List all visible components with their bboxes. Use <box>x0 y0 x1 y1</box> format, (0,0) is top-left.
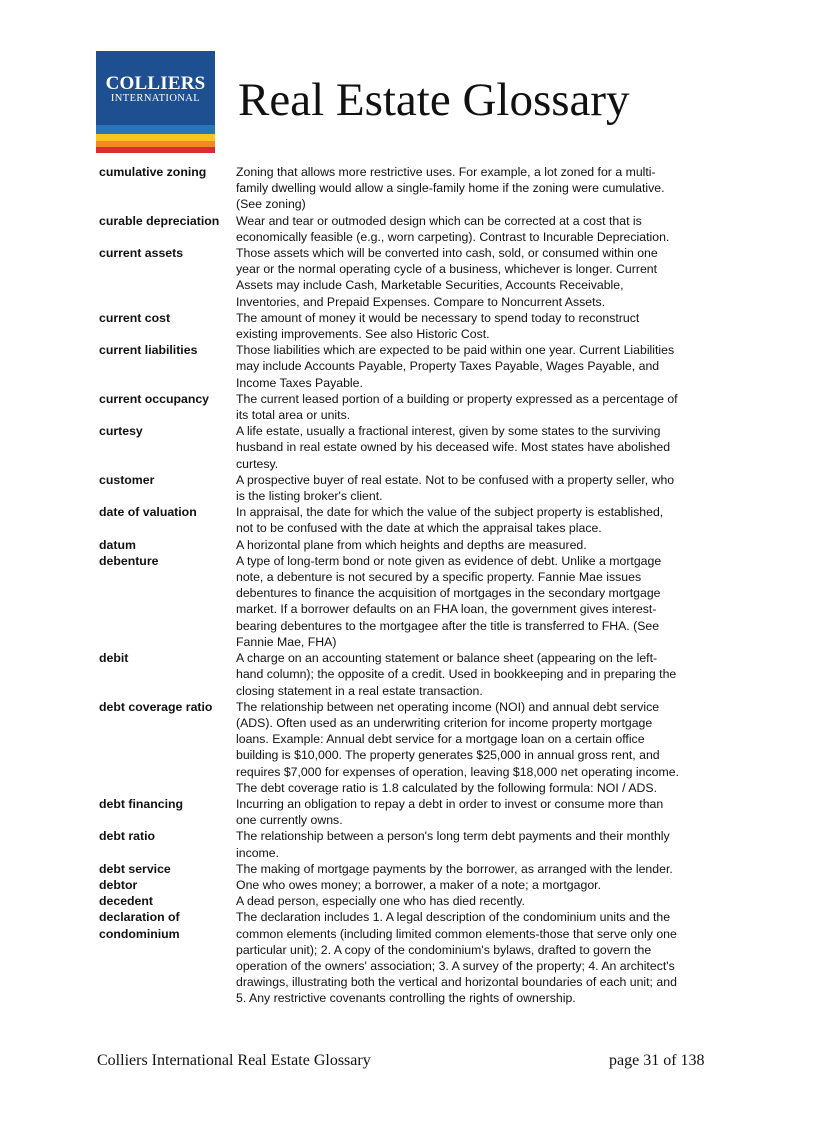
glossary-definition <box>236 877 719 893</box>
glossary-entry <box>99 213 719 245</box>
glossary-entry <box>99 164 719 213</box>
glossary-term: current cost <box>99 310 171 325</box>
glossary-definition <box>236 828 719 860</box>
glossary-entry <box>99 472 719 504</box>
glossary-term: declaration of condominium <box>99 910 180 941</box>
glossary-definition <box>236 504 719 536</box>
definition-line: (See zoning) <box>236 197 306 212</box>
definition-line: (ADS). Often used as an underwriting criterion for income property mortgage <box>236 715 653 730</box>
definition-line: may include Accounts Payable, Property Taxes Payable, Wages Payable, and <box>236 359 660 374</box>
glossary-term: cumulative zoning <box>99 165 207 179</box>
glossary-definition <box>236 423 719 472</box>
glossary-term: debtor <box>99 877 138 892</box>
definition-line: The relationship between a person's long term debt payments and their monthly <box>236 829 670 844</box>
glossary-definition <box>236 213 719 245</box>
definition-line: Zoning that allows more restrictive uses. For example, a lot zoned for a multi- <box>236 165 656 179</box>
glossary-term: decedent <box>99 894 153 909</box>
definition-line: Incurring an obligation to repay a debt in order to invest or consume more than <box>236 796 664 811</box>
glossary-term: current assets <box>99 246 184 261</box>
definition-line: The amount of money it would be necessary to spend today to reconstruct <box>236 310 640 325</box>
glossary-entry <box>99 537 719 553</box>
definition-line: year or the normal operating cycle of a business, whichever is longer. Current <box>236 262 658 277</box>
definition-line: A horizontal plane from which heights and depths are measured. <box>236 537 587 552</box>
definition-line: note, a debenture is not secured by a specific property. Fannie Mae issues <box>236 570 642 585</box>
glossary-term: debt ratio <box>99 829 156 844</box>
definition-line: bearing debentures to the mortgagee after the title is transferred to FHA. (See <box>236 618 660 633</box>
definition-line: A type of long-term bond or note given as evidence of debt. Unlike a mortgage <box>236 553 662 568</box>
glossary-term: debenture <box>99 553 159 568</box>
definition-line: A life estate, usually a fractional interest, given by some states to the surviving <box>236 424 661 439</box>
definition-line: family dwelling would allow a single-family home if the zoning were cumulative. <box>236 181 665 196</box>
glossary-definition <box>236 342 719 391</box>
glossary-entry <box>99 877 719 893</box>
definition-line: The current leased portion of a building or property expressed as a percentage of <box>236 391 678 406</box>
definition-line: husband in real estate owned by his deceased wife. Most states have abolished <box>236 440 671 455</box>
footer-document-title: Colliers International Real Estate Glossary <box>97 1052 371 1069</box>
definition-line: 5. Any restrictive covenants controlling the rights of ownership. <box>236 991 576 1006</box>
definition-line: In appraisal, the date for which the value of the subject property is established, <box>236 505 664 520</box>
glossary-definition <box>236 909 719 1006</box>
glossary-term: current liabilities <box>99 343 198 358</box>
glossary-entry <box>99 861 719 877</box>
glossary-definition <box>236 796 719 828</box>
logo-stripe-yellow <box>96 134 215 141</box>
glossary-entry <box>99 245 719 310</box>
definition-line: A prospective buyer of real estate. Not to be confused with a property seller, who <box>236 472 675 487</box>
definition-line: A charge on an accounting statement or balance sheet (appearing on the left- <box>236 651 658 666</box>
definition-line: The making of mortgage payments by the borrower, as arranged with the lender. <box>236 861 673 876</box>
glossary-entry <box>99 828 719 860</box>
glossary-definition <box>236 472 719 504</box>
glossary-entry <box>99 504 719 536</box>
definition-line: one currently owns. <box>236 813 343 828</box>
logo-line-1: COLLIERS <box>105 73 206 94</box>
glossary-term: curtesy <box>99 424 143 439</box>
glossary-entry <box>99 796 719 828</box>
definition-line: income. <box>236 845 280 860</box>
glossary-definition <box>236 650 719 699</box>
glossary-term: debt service <box>99 861 171 876</box>
glossary-definition <box>236 537 719 553</box>
definition-line: building is $10,000. The property generates $25,000 in annual gross rent, and <box>236 748 660 763</box>
glossary-term: curable depreciation <box>99 213 220 228</box>
glossary-definition <box>236 310 719 342</box>
glossary-entry <box>99 391 719 423</box>
glossary-entry <box>99 342 719 391</box>
glossary-entry <box>99 699 719 796</box>
glossary-term: customer <box>99 472 155 487</box>
definition-line: curtesy. <box>236 456 279 471</box>
definition-line: Those liabilities which are expected to be paid within one year. Current Liabilities <box>236 343 675 358</box>
definition-line: loans. Example: Annual debt service for a mortgage loan on a certain office <box>236 732 645 747</box>
definition-line: closing statement in a real estate transaction. <box>236 683 483 698</box>
glossary-entry <box>99 423 719 472</box>
glossary-term: debt financing <box>99 796 184 811</box>
definition-line: Fannie Mae, FHA) <box>236 634 337 649</box>
glossary-definition <box>236 391 719 423</box>
glossary-definition <box>236 553 719 650</box>
glossary-definition <box>236 164 719 213</box>
glossary-definition <box>236 699 719 796</box>
definition-line: existing improvements. See also Historic Cost. <box>236 327 490 342</box>
glossary-term: datum <box>99 537 136 552</box>
glossary-definition <box>236 245 719 310</box>
definition-line: A dead person, especially one who has died recently. <box>236 894 525 909</box>
definition-line: Income Taxes Payable. <box>236 375 363 390</box>
logo-stripe-red <box>96 147 215 153</box>
colliers-logo <box>96 51 215 153</box>
footer-page-number: page 31 of 138 <box>609 1052 705 1069</box>
definition-line: debentures to finance the acquisition of mortgages in the secondary mortgage <box>236 586 661 601</box>
definition-line: drawings, illustrating both the vertical and horizontal boundaries of each unit; and <box>236 975 677 990</box>
definition-line: Inventories, and Prepaid Expenses. Compare to Noncurrent Assets. <box>236 294 606 309</box>
page-title: Real Estate Glossary <box>238 74 630 126</box>
logo-line-2: INTERNATIONAL <box>110 93 201 104</box>
definition-line: market. If a borrower defaults on an FHA loan, the government gives interest- <box>236 602 657 617</box>
glossary-list <box>99 164 719 1007</box>
glossary-term: current occupancy <box>99 391 210 406</box>
definition-line: The declaration includes 1. A legal description of the condominium units and the <box>236 910 671 925</box>
definition-line: is the listing broker's client. <box>236 489 383 504</box>
glossary-term: debt coverage ratio <box>99 699 213 714</box>
glossary-entry <box>99 893 719 909</box>
logo-stripe-lightblue <box>96 125 215 134</box>
definition-line: The debt coverage ratio is 1.8 calculated by the following formula: NOI / ADS. <box>236 780 658 795</box>
glossary-entry <box>99 553 719 650</box>
definition-line: economically feasible (e.g., worn carpeting). Contrast to Incurable Depreciation. <box>236 229 670 244</box>
definition-line: Assets may include Cash, Marketable Securities, Accounts Receivable, <box>236 278 624 293</box>
definition-line: its total area or units. <box>236 408 351 423</box>
glossary-entry <box>99 650 719 699</box>
definition-line: operation of the owners' association; 3. A survey of the property; 4. An architect's <box>236 958 675 973</box>
definition-line: Wear and tear or outmoded design which can be corrected at a cost that is <box>236 213 642 228</box>
definition-line: The relationship between net operating income (NOI) and annual debt service <box>236 699 660 714</box>
definition-line: hand column); the opposite of a credit. Used in bookkeeping and in preparing the <box>236 667 677 682</box>
glossary-term: date of valuation <box>99 505 197 520</box>
glossary-definition <box>236 861 719 877</box>
definition-line: requires $7,000 for expenses of operation, leaving $18,000 net operating income. <box>236 764 679 779</box>
glossary-entry <box>99 909 719 1006</box>
glossary-definition <box>236 893 719 909</box>
glossary-term: debit <box>99 651 129 666</box>
definition-line: particular unit); 2. A copy of the condominium's bylaws, drafted to govern the <box>236 942 652 957</box>
glossary-entry <box>99 310 719 342</box>
definition-line: Those assets which will be converted into cash, sold, or consumed within one <box>236 246 658 261</box>
definition-line: One who owes money; a borrower, a maker of a note; a mortgagor. <box>236 877 601 892</box>
definition-line: common elements (including limited common elements-those that serve only one <box>236 926 677 941</box>
definition-line: not to be confused with the date at which the appraisal takes place. <box>236 521 602 536</box>
